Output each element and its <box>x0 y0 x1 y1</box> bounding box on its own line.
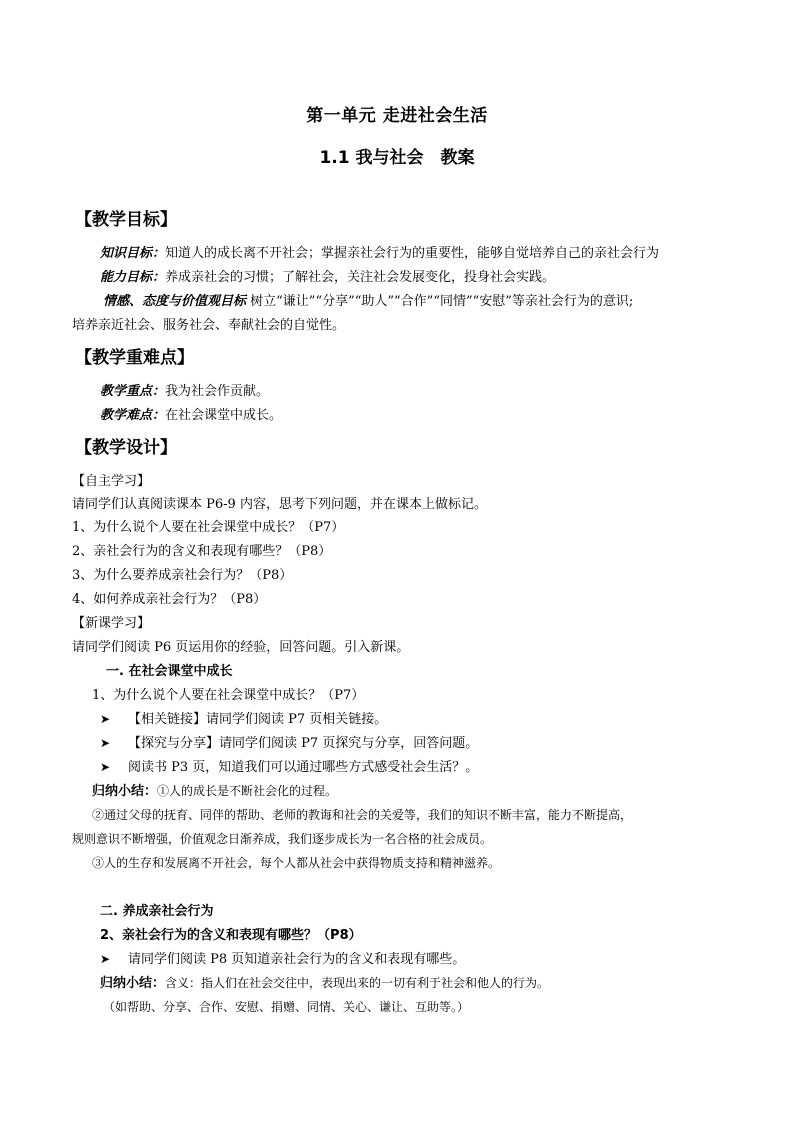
emotion-objective <box>103 295 633 308</box>
new-lesson-intro: 请同学们阅读 P6 页运用你的经验，回答问题。引入新课。 <box>72 640 410 655</box>
bullet-item <box>100 953 465 966</box>
summary-2-cont: 规则意识不断增强，价值观念日渐养成，我们逐步成长为一名合格的社会成员。 <box>72 832 493 846</box>
key-label: 教学重点： <box>100 384 166 399</box>
lesson-title: 1.1 我与社会 教案 <box>319 148 475 168</box>
bullet-text: 【相关链接】请同学们阅读 P7 页相关链接。 <box>128 712 388 727</box>
ability-label: 能力目标： <box>100 270 166 285</box>
bullet-text: 阅读书 P3 页，知道我们可以通过哪些方式感受社会生活？。 <box>128 760 479 775</box>
summary-text: 含义：指人们在社会交往中，表现出来的一切有利于社会和他人的行为。 <box>165 976 550 990</box>
bullet-text: 请同学们阅读 P8 页知道亲社会行为的含义和表现有哪些。 <box>128 952 466 967</box>
summary-5: （如帮助、分享、合作、安慰、捐赠、同情、关心、谦让、互助等。） <box>103 1000 470 1014</box>
section-2-title: 二. 养成亲社会行为 <box>100 904 214 919</box>
bullet-text: 【探究与分享】请同学们阅读 P7 页探究与分享，回答问题。 <box>128 736 479 751</box>
difficult-point <box>100 409 282 422</box>
bullet-item <box>100 713 387 726</box>
summary-4 <box>100 977 549 990</box>
objectives-heading: 【教学目标】 <box>75 210 177 230</box>
summary-label: 归纳小结： <box>100 976 166 991</box>
diff-label: 教学难点： <box>100 408 166 423</box>
self-study-heading: 【自主学习】 <box>72 474 151 489</box>
ability-objective <box>100 271 555 284</box>
diff-text: 在社会课堂中成长。 <box>165 408 283 423</box>
summary-3: ③人的生存和发展离不开社会，每个人都从社会中获得物质支持和精神滋养。 <box>92 856 501 870</box>
knowledge-objective <box>100 247 659 260</box>
summary-1 <box>92 785 337 798</box>
arrow-bullet-icon: ➤ <box>100 760 111 774</box>
self-study-intro: 请同学们认真阅读课本 P6-9 内容，思考下列问题，并在课本上做标记。 <box>72 497 487 512</box>
bullet-item <box>100 761 478 774</box>
design-heading: 【教学设计】 <box>75 438 177 458</box>
arrow-bullet-icon: ➤ <box>100 952 111 966</box>
question-2: 2、亲社会行为的含义和表现有哪些？（P8） <box>72 544 332 559</box>
arrow-bullet-icon: ➤ <box>100 736 111 750</box>
emotion-objective-cont: 培养亲近社会、服务社会、奉献社会的自觉性。 <box>72 318 346 333</box>
knowledge-label: 知识目标： <box>100 246 166 261</box>
question-1: 1、为什么说个人要在社会课堂中成长？（P7） <box>72 520 345 535</box>
bullet-item <box>100 737 478 750</box>
ability-text: 养成亲社会的习惯；了解社会，关注社会发展变化，投身社会实践。 <box>165 270 556 285</box>
section-1-question: 1、为什么说个人要在社会课堂中成长？（P7） <box>92 688 365 703</box>
keypoints-heading: 【教学重难点】 <box>75 348 194 368</box>
question-4: 4、如何养成亲社会行为？（P8） <box>72 592 267 607</box>
section-1-title: 一. 在社会课堂中成长 <box>106 664 233 679</box>
summary-2: ②通过父母的抚育、同伴的帮助、老师的教诲和社会的关爱等，我们的知识不断丰富，能力不断提高， <box>92 808 633 822</box>
new-lesson-heading: 【新课学习】 <box>72 616 151 631</box>
key-point <box>100 385 269 398</box>
arrow-bullet-icon: ➤ <box>100 712 111 726</box>
summary-label: 归纳小结： <box>92 784 158 799</box>
unit-title: 第一单元 走进社会生活 <box>306 106 488 126</box>
section-2-question: 2、亲社会行为的含义和表现有哪些？（P8） <box>100 928 362 943</box>
emotion-label: 情感、态度与价值观目标 <box>103 294 247 309</box>
question-3: 3、为什么要养成亲社会行为？（P8） <box>72 568 293 583</box>
emotion-text: 树立“谦让”“分享”“助人”“合作”“同情”“安慰”等亲社会行为的意识; <box>250 294 634 309</box>
summary-text: ①人的成长是不断社会化的过程。 <box>157 784 338 798</box>
key-text: 我为社会作贡献。 <box>165 384 270 399</box>
knowledge-text: 知道人的成长离不开社会；掌握亲社会行为的重要性，能够自觉培养自己的亲社会行为 <box>165 246 660 261</box>
